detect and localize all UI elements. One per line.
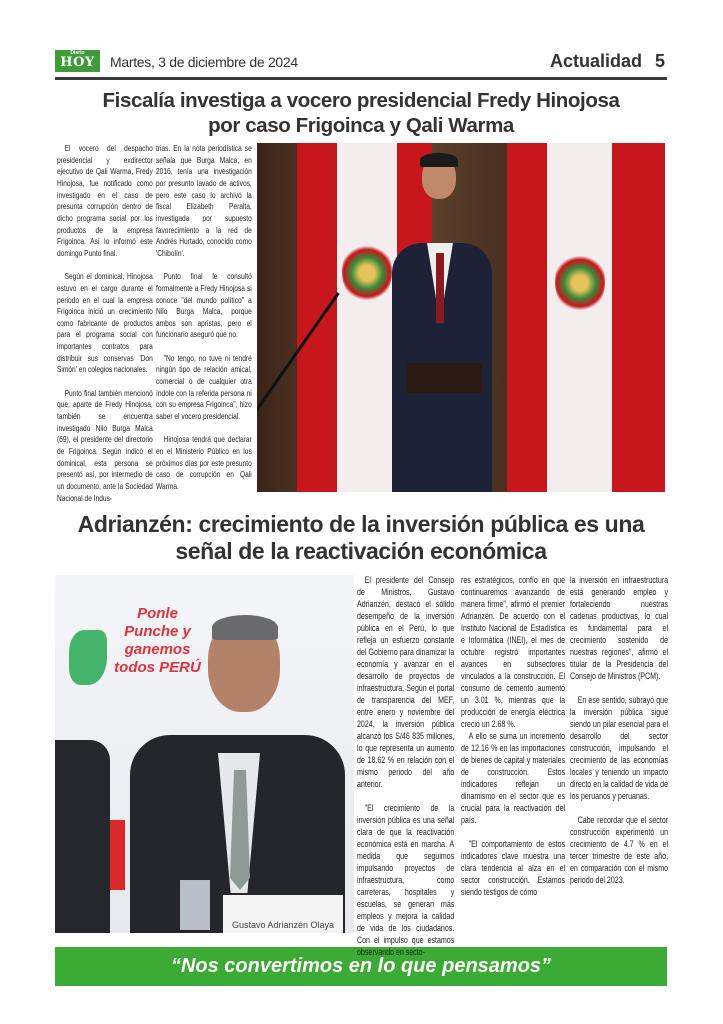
paragraph: Cabe recordar que el sector construcción experimentó un crecimiento de 4.7 % en el tercer trimestre de este año, en comparación con el mismo periodo del 2023. bbox=[570, 815, 669, 885]
article2-headline bbox=[55, 511, 667, 565]
paragraph: El presidente del Consejo de Ministros, Gustavo Adrianzén, destacó el sólido desempeño de la inversión pública en el Perú, lo que refleja un esfuerzo constante del Gobierno para dinamizar la economía y avanzar en el desarrollo de proyectos de infraestructura. Según el portal de transparencia del MEF, entre enero y noviembre del 2024, la inversión pública alcanzó los S/46 835 millones, lo que representa un aumento de 18.62 % en relación con el mismo periodo del año anterior. bbox=[357, 575, 455, 789]
section-header bbox=[550, 51, 665, 72]
header-rule bbox=[55, 77, 667, 80]
name-plate bbox=[223, 895, 343, 933]
paragraph: Según el dominical, Hinojosa estuvo en el cargo durante el periodo en el cual la empresa Frigoinca inició un crecimiento como fabricante de productos para el programa social con importantes contratos para distribuir sus conservas 'Don Simón' en colegios nacionales. bbox=[57, 271, 153, 375]
section-name: Actualidad bbox=[549, 51, 642, 71]
logo-big-text: HOY bbox=[60, 55, 95, 70]
quote-text: “Nos convertimos en lo que pensamos” bbox=[170, 955, 552, 977]
diario-hoy-logo bbox=[55, 50, 100, 72]
paragraph: Hinojosa tendrá que declarar en el Ministerio Público en los próximos días por este presunto caso de corrupción en Qali Warma. bbox=[156, 434, 252, 491]
paragraph: res estratégicos, confío en que continuaremos avanzando de manera firme", afirmó el premier Adrianzén. De acuerdo con el Instituto Nacional de Estadística e Informática (INEI), el mes de octubre registró importantes avances en subsectores vinculados a la construcción. El consumo de cemento aumentó un 3.01 %, mientras que la producción de energía eléctrica creció un 2.68 %. bbox=[461, 575, 566, 729]
article2-column-1 bbox=[357, 574, 454, 970]
headline-line: Adrianzén: crecimiento de la inversión pública es una bbox=[77, 511, 645, 537]
article1-column-1 bbox=[57, 143, 153, 516]
name-plate-text: Gustavo Adrianzén Olaya bbox=[231, 920, 335, 930]
paragraph: trias. En la nota periodística se señala que Burga Malca, en 2016, tenía una investigación por presunto lavado de activos, pero este caso lo archivó la fiscal Elizabeth Peralta, investigada por supuesto favorecimiento a la red de Andrés Hurtado, conocido como 'Chibolín'. bbox=[156, 143, 252, 258]
page-number: 5 bbox=[654, 51, 665, 71]
issue-date: Martes, 3 de diciembre de 2024 bbox=[110, 54, 298, 70]
peru-map-graphic bbox=[69, 630, 107, 685]
headline-line: por caso Frigoinca y Qali Warma bbox=[208, 114, 514, 137]
article2-column-2 bbox=[461, 574, 565, 910]
paragraph: "El crecimiento de la inversión pública es una señal clara de que la reactivación económica está en marcha. A medida que seguimos impulsando proyectos de infraestructura, como carreteras, hospitales y escuelas, se generan más empleos y mejora la calidad de vida de los ciudadanos. Con el impulso que estamos observando en secto- bbox=[357, 803, 455, 957]
article1-column-2 bbox=[156, 143, 252, 504]
article1-headline bbox=[55, 88, 667, 138]
photo-gustavo-adrianzen bbox=[55, 575, 354, 933]
paragraph: Punto final también mencionó que, aparte de Fredy Hinojosa, también se encuentra investigado Nilo Burga Malca (69), el presidente del directorio de Frigoinca. Según indicó el dominical, esta persona se presentó así, por intermedio de un documento, ante la Sociedad Nacional de Indus- bbox=[57, 387, 153, 503]
backdrop-text: Ponle Punche y ganemos todos PERÚ bbox=[114, 605, 201, 676]
headline-line: Fiscalía investiga a vocero presidencial Fredy Hinojosa bbox=[102, 89, 620, 112]
paragraph: El vocero del despacho presidencial y exdirector ejecutivo de Qali Warma, Fredy Hinojosa, fue notificado como investigado en el caso de presunta corrupción dentro de dicho programa social por los productos de la empresa Frigoinca. Así lo informó este domingo Punto final. bbox=[57, 143, 153, 258]
backdrop-logo bbox=[65, 605, 205, 695]
paragraph: A ello se suma un incremento de 12.16 % en las importaciones de bienes de capital y materiales de construcción. Estos indicadores reflejan un dinamismo en el sector que es crucial para la reactivación del país. bbox=[461, 731, 566, 825]
photo-fredy-hinojosa bbox=[257, 143, 665, 492]
paragraph: "No tengo, no tuve ni tendré ningún tipo de relación amical, comercial o de cualquier otra índole con la referida persona ni con su empresa Frigoinca", hizo saber el vocero presidencial. bbox=[156, 352, 252, 422]
paragraph: "El comportamiento de estos indicadores clave muestra una clara tendencia al alza en el sector construcción. Estamos siendo testigos de cómo bbox=[461, 839, 566, 897]
paragraph: En ese sentido, subrayó que la inversión pública sigue siendo un pilar esencial para el desarrollo del sector construcción, impulsando el crecimiento de las economías locales y teniendo un impacto directo en la calidad de vida de los peruanos y peruanas. bbox=[570, 695, 669, 801]
logo-small-text: Diario bbox=[70, 50, 85, 56]
headline-line: señal de la reactivación económica bbox=[175, 538, 547, 564]
paragraph: Punto final le consultó formalmente a Fredy Hinojosa si conoce "del mundo político" a Nilo Burga Malca, porque ambos son apristas, pero el funcionario aseguró que no. bbox=[156, 271, 252, 340]
article2-column-3 bbox=[570, 574, 668, 898]
paragraph: la inversión en infraestructura está generando empleo y fortaleciendo nuestras cadenas productivas, lo cual es fundamental para el crecimiento sostenido de nuestras regiones", afirmó el titular de la Presidencia del Consejo de Ministros (PCM). bbox=[570, 575, 669, 681]
